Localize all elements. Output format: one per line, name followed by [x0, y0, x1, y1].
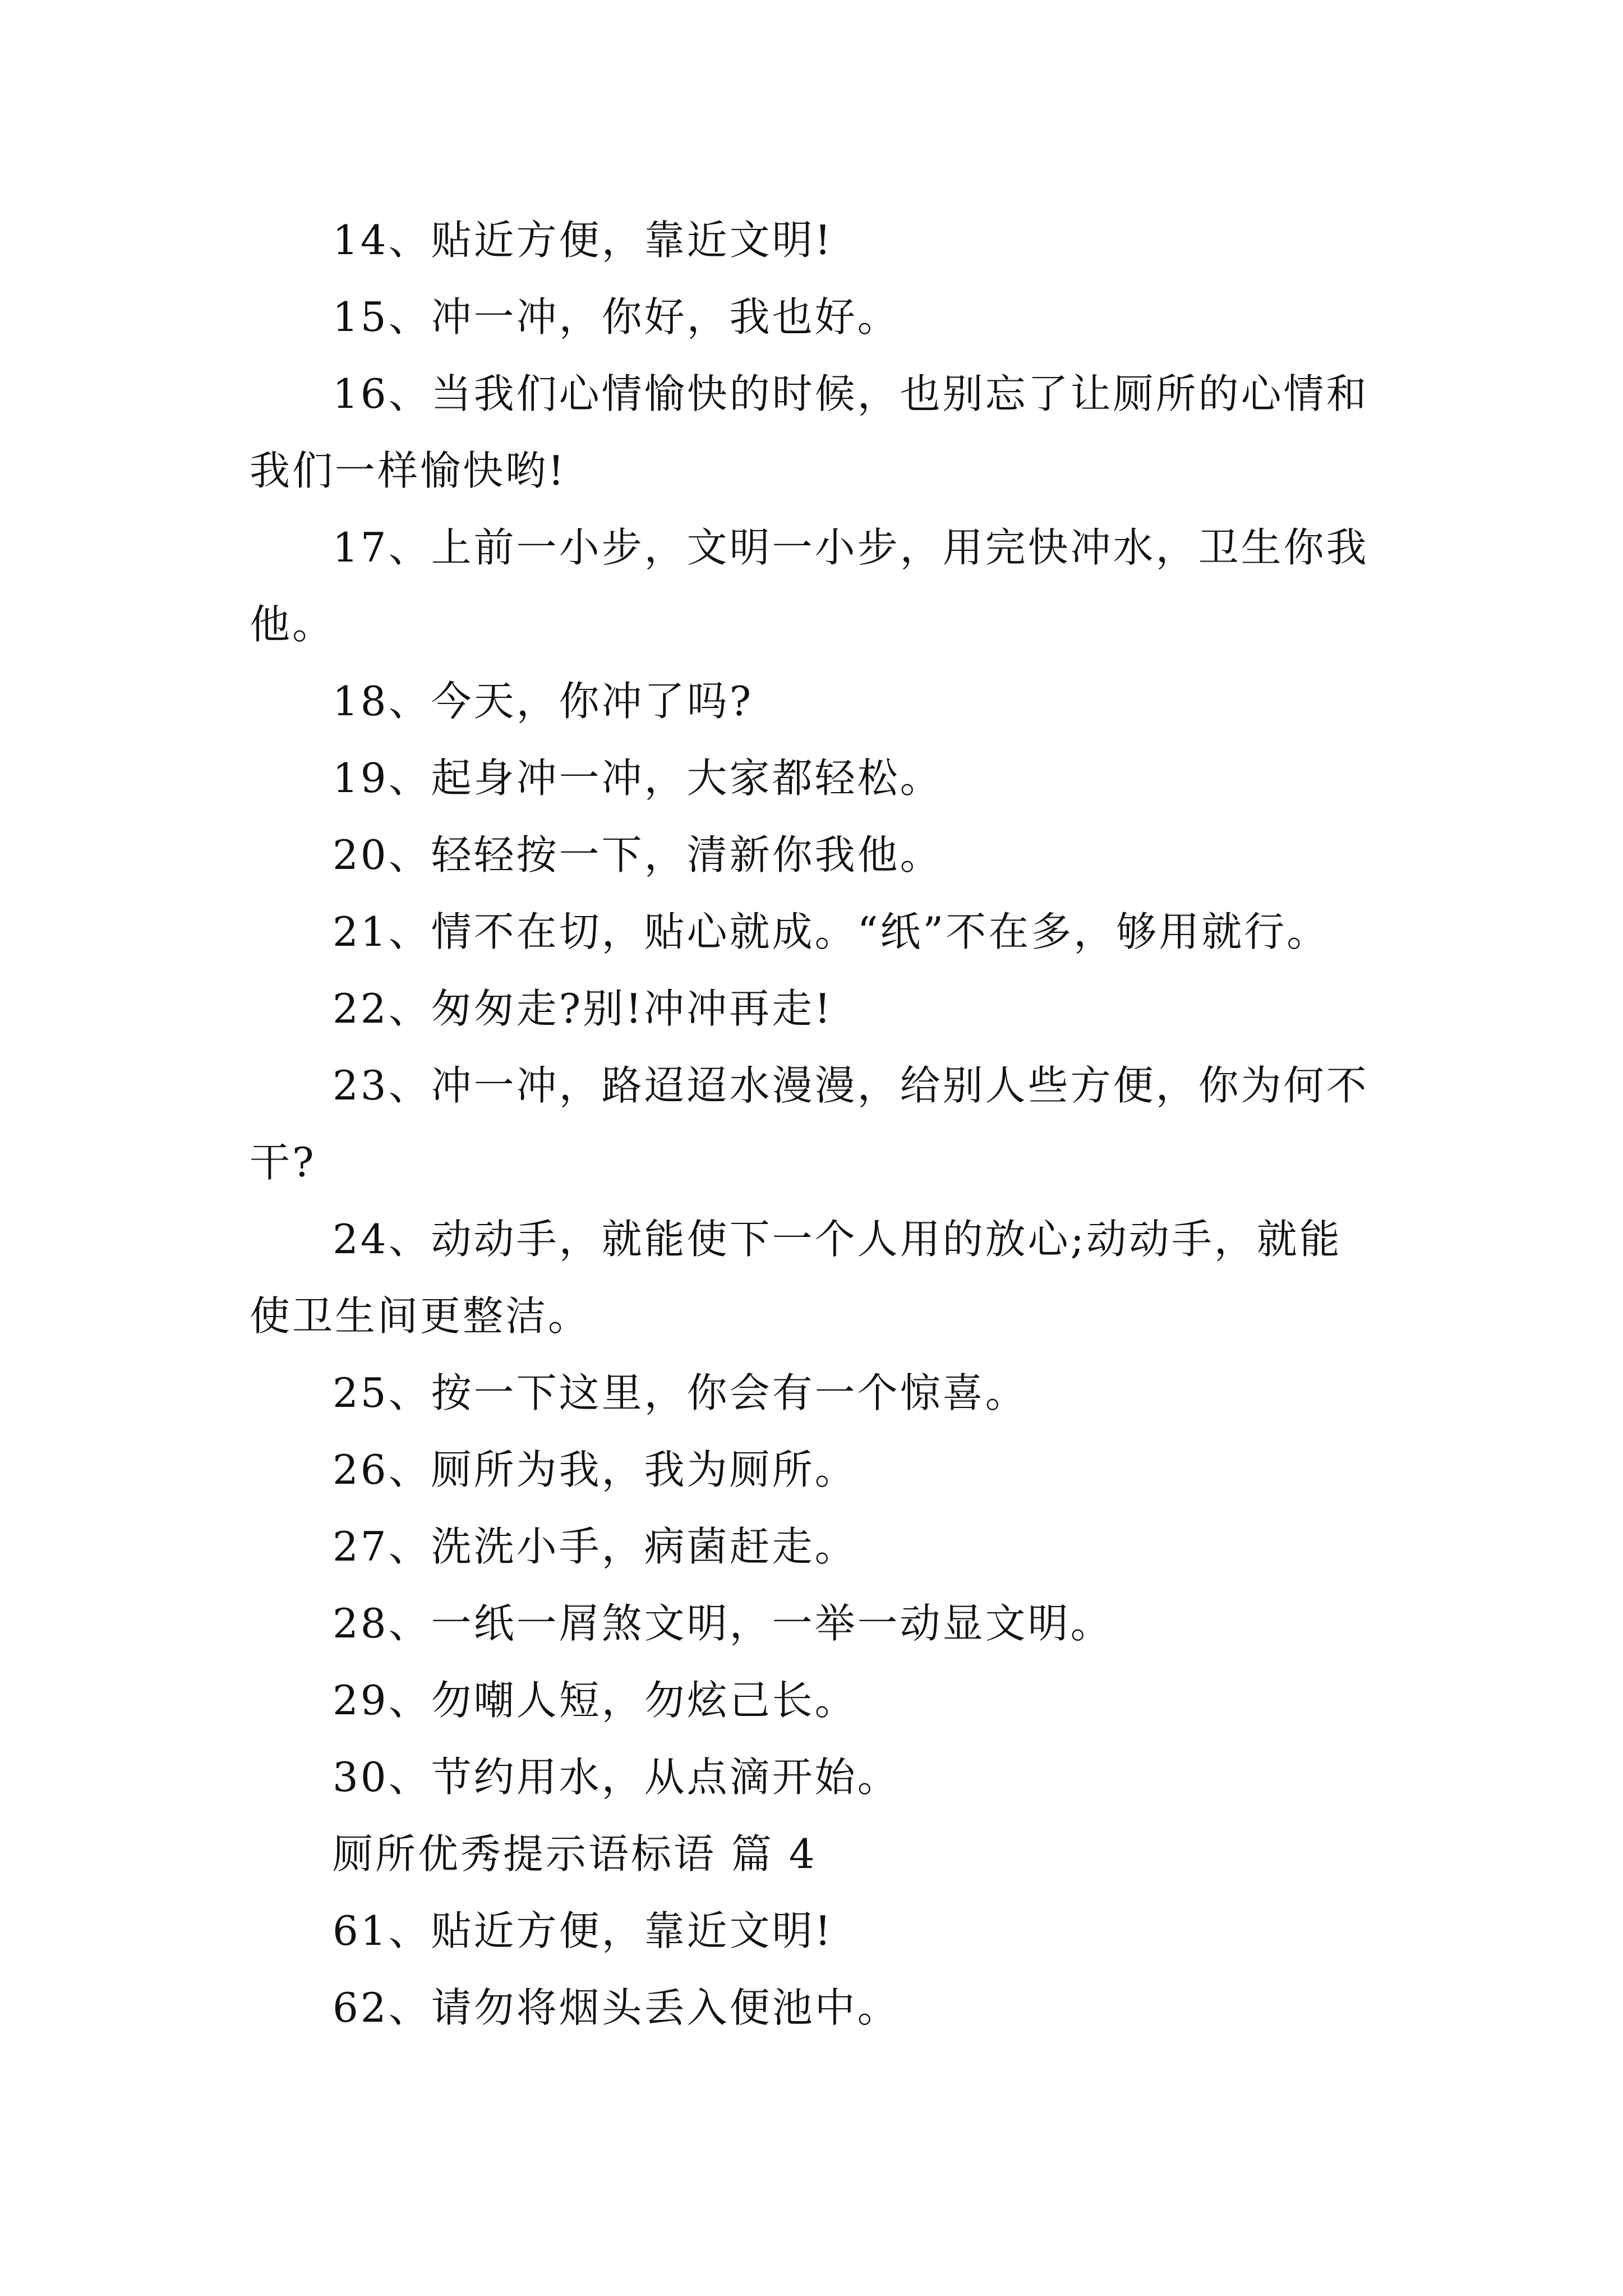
text-line-26: 26、厕所为我，我为厕所。 — [333, 1446, 857, 1493]
text-line-20: 20、轻轻按一下，清新你我他。 — [333, 831, 943, 878]
text-line-18: 18、今天，你冲了吗? — [333, 678, 754, 725]
text-line-27: 27、洗洗小手，病菌赶走。 — [333, 1523, 857, 1570]
text-line-24: 24、动动手，就能使下一个人用的放心;动动手，就能使卫生间更整洁。 — [250, 1216, 1342, 1340]
document-page — [250, 202, 1382, 2046]
text-line-25: 25、按一下这里，你会有一个惊喜。 — [333, 1369, 1028, 1416]
text-line-22: 22、匆匆走?别!冲冲再走! — [333, 985, 833, 1032]
section-heading: 厕所优秀提示语标语 篇 4 — [333, 1830, 817, 1878]
text-line-62: 62、请勿将烟头丢入便池中。 — [333, 1984, 900, 2031]
text-line-19: 19、起身冲一冲，大家都轻松。 — [333, 754, 943, 802]
text-line-17: 17、上前一小步，文明一小步，用完快冲水，卫生你我他。 — [250, 524, 1369, 648]
text-line-29: 29、勿嘲人短，勿炫己长。 — [333, 1677, 857, 1724]
text-line-30: 30、节约用水，从点滴开始。 — [333, 1754, 900, 1801]
text-line-15: 15、冲一冲，你好，我也好。 — [333, 293, 900, 341]
text-line-23: 23、冲一冲，路迢迢水漫漫，给别人些方便，你为何不干? — [250, 1062, 1369, 1186]
text-line-16: 16、当我们心情愉快的时候，也别忘了让厕所的心情和我们一样愉快哟! — [250, 370, 1369, 494]
text-line-28: 28、一纸一屑煞文明，一举一动显文明。 — [333, 1600, 1113, 1647]
text-line-14: 14、贴近方便，靠近文明! — [333, 217, 833, 264]
text-line-21: 21、情不在切，贴心就成。“纸”不在多，够用就行。 — [333, 908, 1330, 955]
text-line-61: 61、贴近方便，靠近文明! — [333, 1907, 833, 1954]
